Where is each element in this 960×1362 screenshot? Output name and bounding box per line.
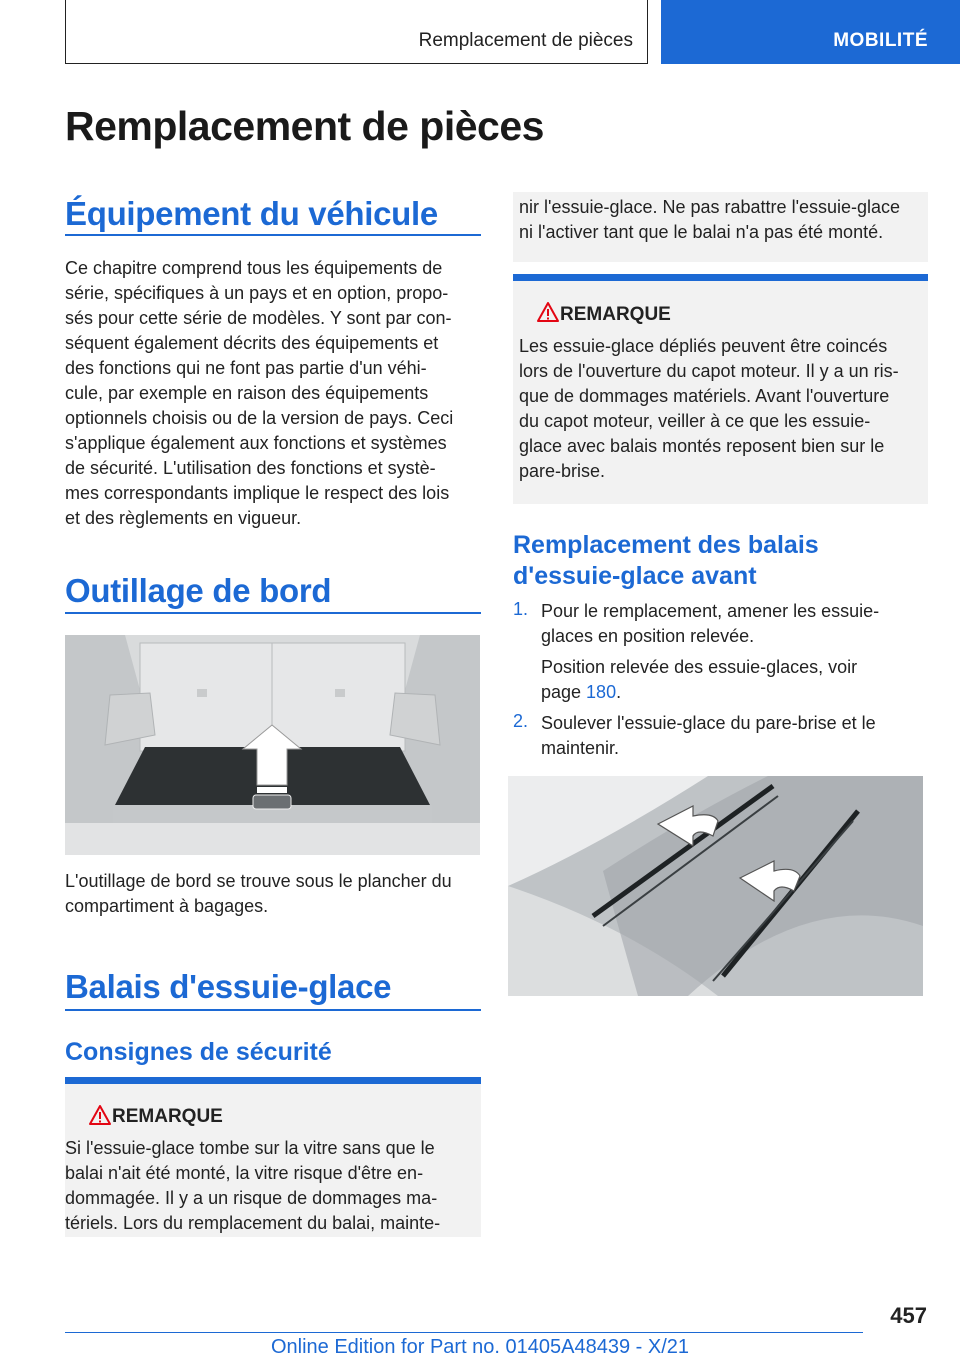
- heading-replace-front-wipers: [513, 530, 819, 592]
- warning-icon: [88, 1104, 112, 1126]
- text-line: glaces en position relevée.: [541, 626, 755, 646]
- note-body: [519, 334, 929, 484]
- text-line: ni l'activer tant que le balai n'a pas été monté.: [519, 222, 884, 242]
- note-box-1-continued: [513, 192, 928, 262]
- step-1-reference: [541, 655, 931, 705]
- trunk-floor-illustration: [65, 635, 480, 855]
- text-line: maintenir.: [541, 738, 620, 758]
- warning-icon: [536, 301, 560, 323]
- text-line: optionnels choisis ou de la version de pays. Ceci: [65, 408, 454, 428]
- text-line: séquent également décrits des équipements et: [65, 333, 439, 353]
- step-1-text: [541, 599, 931, 649]
- text-prefix: page: [541, 682, 587, 702]
- text-line: nir l'essuie-glace. Ne pas rabattre l'essuie-glace: [519, 197, 901, 217]
- note-heading: REMARQUE: [560, 304, 671, 325]
- paragraph-equipment: [65, 256, 485, 531]
- text-line: Position relevée des essuie-glaces, voir: [541, 657, 858, 677]
- step-number: 2.: [513, 711, 529, 731]
- text-line: série, spécifiques à un pays et en option, propo-: [65, 283, 449, 303]
- note-bar: [65, 1077, 481, 1084]
- heading-wipers: Balais d'essuie-glace: [65, 968, 392, 1005]
- paragraph-tools: [65, 869, 485, 919]
- text-line: Si l'essuie-glace tombe sur la vitre sans que le: [65, 1138, 435, 1158]
- header-section-box: [65, 0, 648, 64]
- note-box-2: [513, 274, 928, 504]
- heading-tools: Outillage de bord: [65, 572, 332, 609]
- text-line: mes correspondants implique le respect des lois: [65, 483, 450, 503]
- text-line: cule, par exemple en raison des équipements: [65, 383, 429, 403]
- text-line: [541, 680, 931, 705]
- text-line: sés pour cette série de modèles. Y sont par con-: [65, 308, 452, 328]
- header-chapter-tab[interactable]: [661, 0, 960, 64]
- step-2-text: [541, 711, 931, 761]
- footer-edition: Online Edition for Part no. 01405A48439 - X/21: [270, 1336, 690, 1358]
- heading-line: d'essuie-glace avant: [513, 562, 757, 590]
- text-line: que de dommages matériels. Avant l'ouverture: [519, 386, 890, 406]
- rule-equipment: [65, 234, 481, 236]
- header-section-title: Remplacement de pièces: [418, 30, 633, 51]
- heading-equipment: Équipement du véhicule: [65, 195, 438, 232]
- text-line: compartiment à bagages.: [65, 896, 269, 916]
- text-line: tériels. Lors du remplacement du balai, mainte-: [65, 1213, 441, 1233]
- note-bar: [513, 274, 928, 281]
- heading-safety: Consignes de sécurité: [65, 1038, 332, 1066]
- text-line: et des règlements en vigueur.: [65, 508, 302, 528]
- text-line: du capot moteur, veiller à ce que les essuie-: [519, 411, 871, 431]
- heading-line: Remplacement des balais: [513, 531, 819, 559]
- text-line: dommagée. Il y a un risque de dommages ma-: [65, 1188, 438, 1208]
- page-title: Remplacement de pièces: [65, 103, 544, 149]
- text-line: glace avec balais montés reposent bien sur le: [519, 436, 885, 456]
- text-line: balai n'ait été monté, la vitre risque d'être en-: [65, 1163, 424, 1183]
- footer-rule: [65, 1332, 863, 1333]
- text-line: Les essuie-glace dépliés peuvent être coincés: [519, 336, 888, 356]
- text-line: de sécurité. L'utilisation des fonctions et systè-: [65, 458, 436, 478]
- rule-wipers: [65, 1009, 481, 1011]
- text-line: Ce chapitre comprend tous les équipements de: [65, 258, 443, 278]
- text-line: L'outillage de bord se trouve sous le plancher du: [65, 871, 452, 891]
- text-line: Soulever l'essuie-glace du pare-brise et le: [541, 713, 876, 733]
- text-line: s'applique également aux fonctions et systèmes: [65, 433, 447, 453]
- text-suffix: .: [616, 682, 622, 702]
- page-link[interactable]: 180: [586, 682, 617, 702]
- wiper-raised-illustration: [508, 776, 923, 996]
- page-number: 457: [890, 1303, 927, 1328]
- text-line: des fonctions qui ne font pas partie d'un véhi-: [65, 358, 427, 378]
- step-number: 1.: [513, 599, 529, 619]
- note-body: [65, 1136, 481, 1236]
- text-line: pare-brise.: [519, 461, 606, 481]
- rule-tools: [65, 612, 481, 614]
- header-chapter-label: MOBILITÉ: [833, 30, 928, 51]
- text-line: lors de l'ouverture du capot moteur. Il y a un ris-: [519, 361, 899, 381]
- text-line: Pour le remplacement, amener les essuie-: [541, 601, 880, 621]
- note-box-1: [65, 1077, 481, 1237]
- note-body: [519, 195, 929, 245]
- note-heading: REMARQUE: [112, 1106, 223, 1127]
